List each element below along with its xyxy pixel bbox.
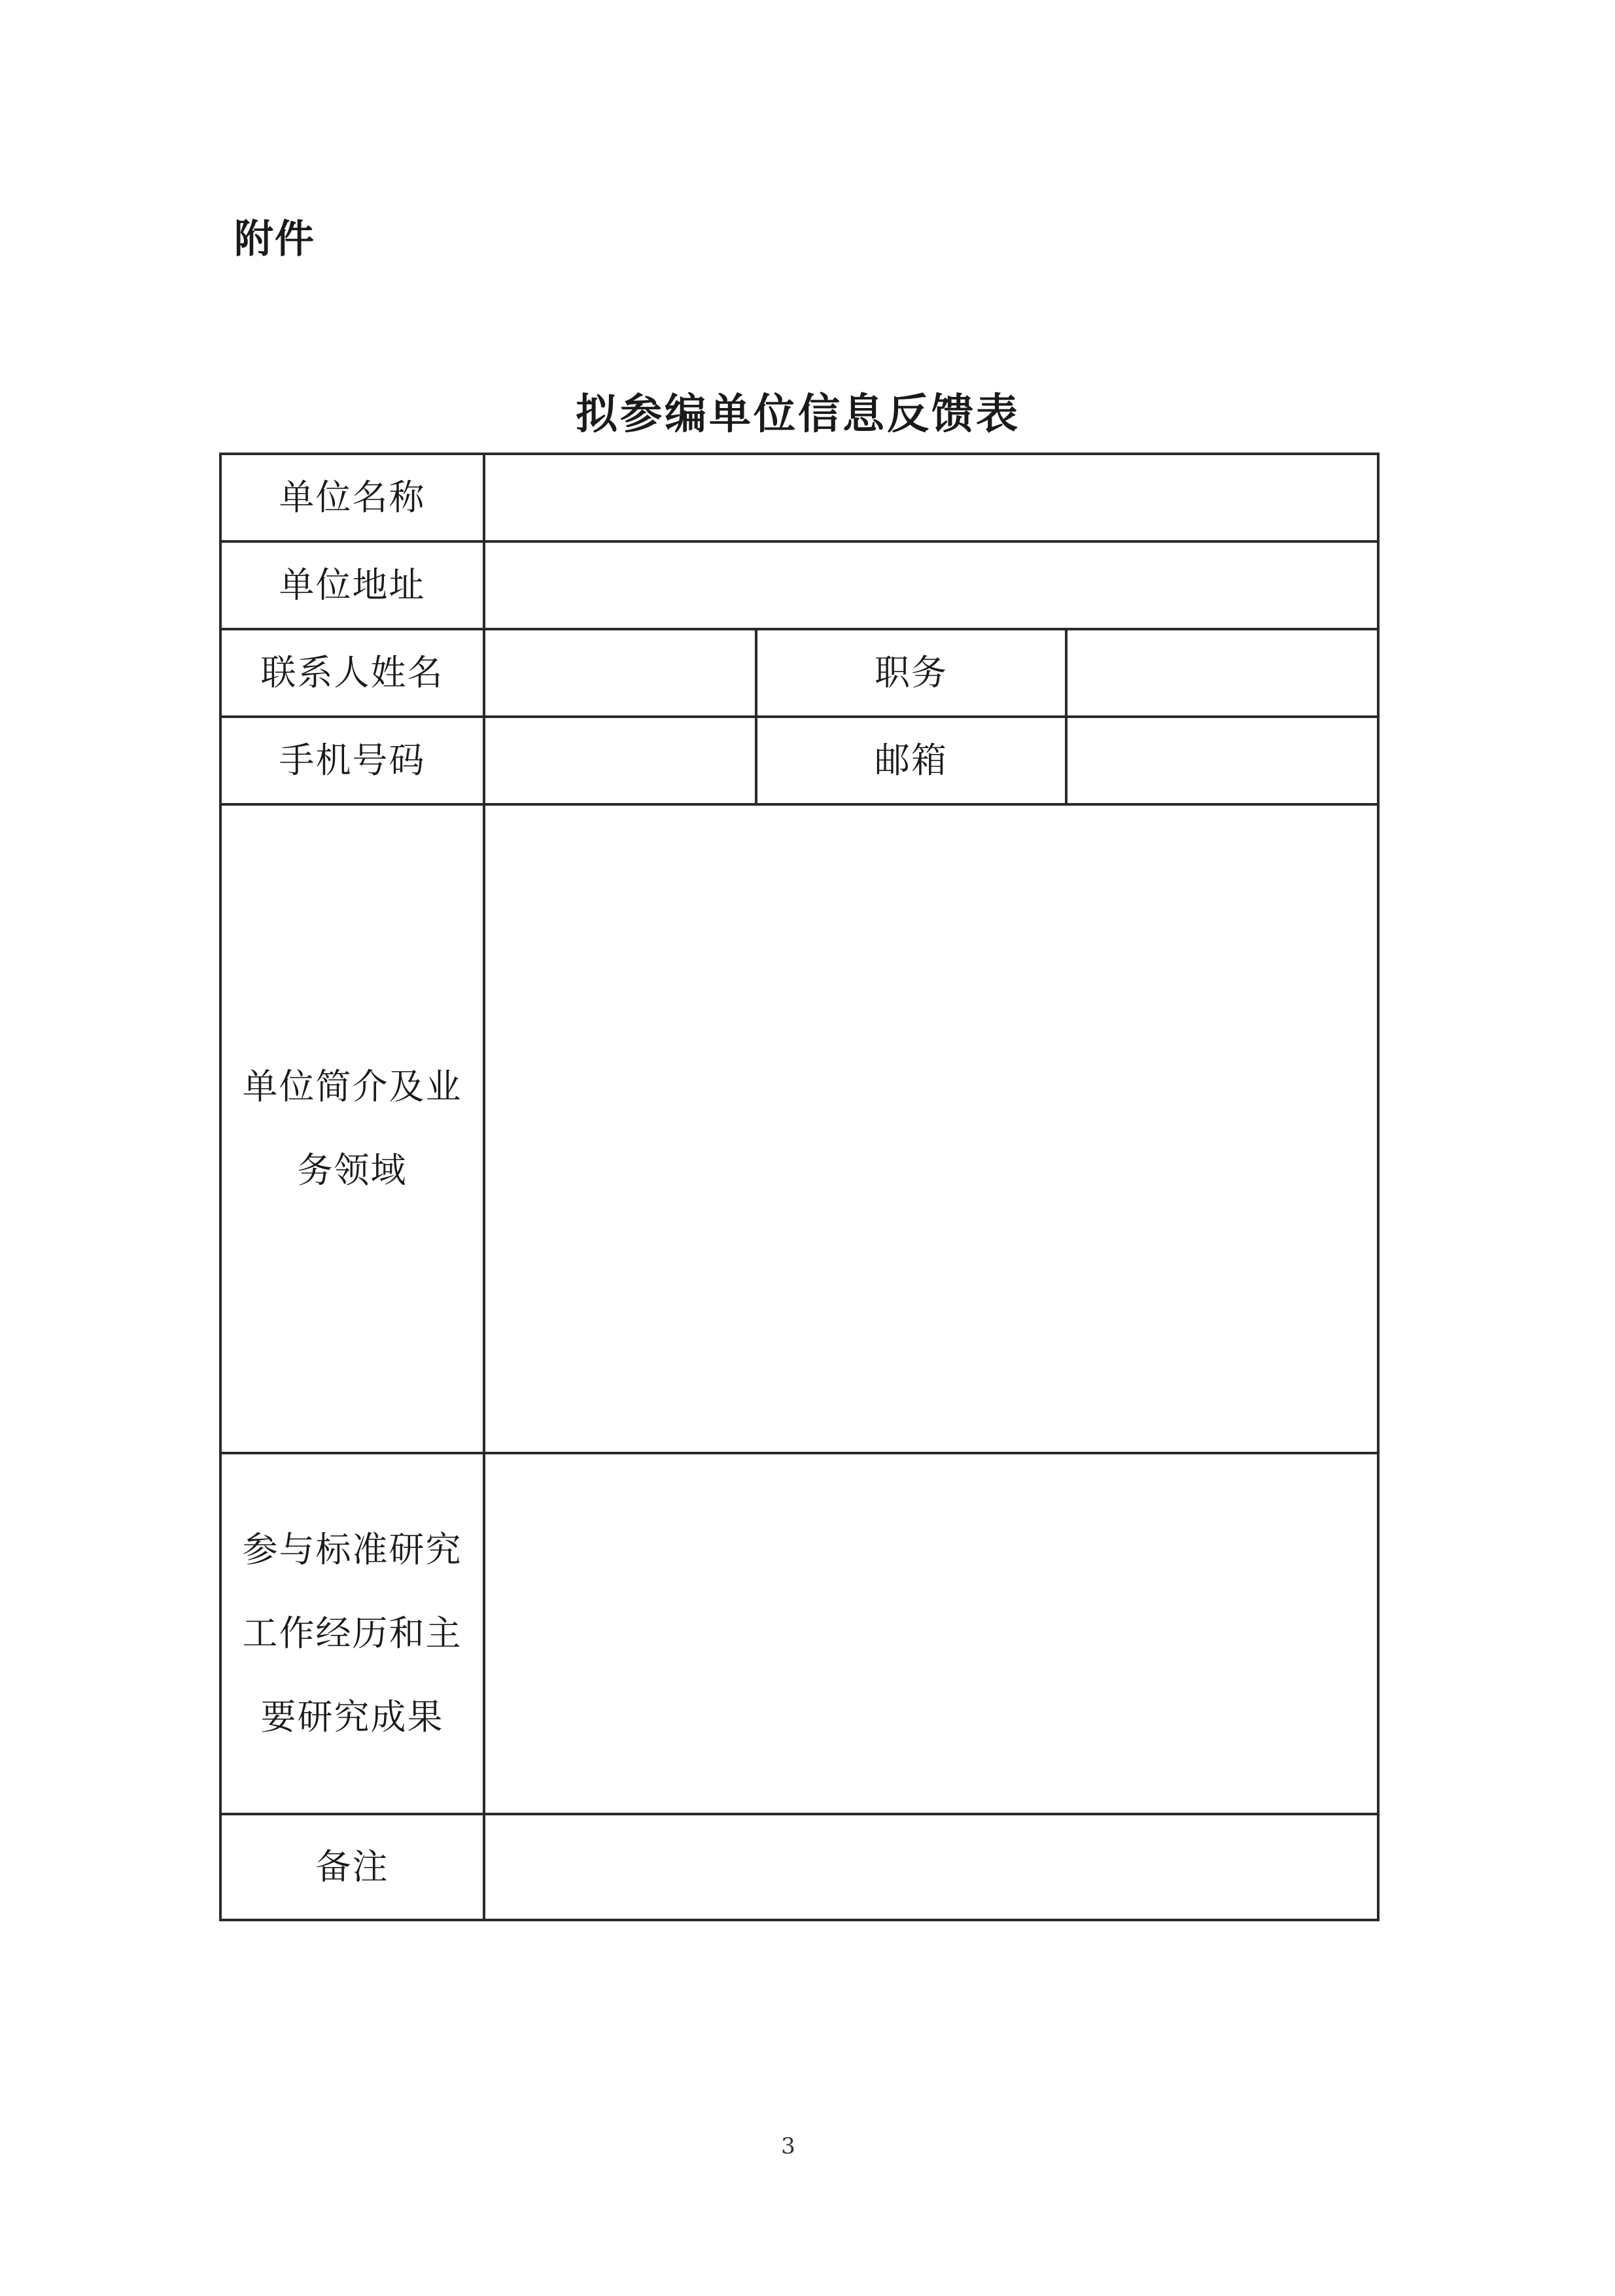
intro-label (220, 804, 484, 1453)
position-field[interactable] (1066, 629, 1378, 717)
unit-name-field[interactable] (484, 454, 1378, 541)
experience-label-line3: 要研究成果 (260, 1696, 444, 1738)
experience-field[interactable] (484, 1453, 1378, 1814)
mobile-field[interactable] (484, 717, 756, 804)
remarks-field[interactable] (484, 1814, 1378, 1920)
intro-label-line1: 单位简介及业 (242, 1066, 462, 1107)
contact-name-label: 联系人姓名 (220, 629, 484, 717)
position-label: 职务 (756, 629, 1066, 717)
row-contact (220, 629, 1378, 717)
row-unit-name (220, 454, 1378, 541)
unit-address-label: 单位地址 (220, 541, 484, 629)
mobile-label: 手机号码 (220, 717, 484, 804)
form-title: 拟参编单位信息反馈表 (576, 390, 1020, 439)
experience-label-line2: 工作经历和主 (242, 1613, 462, 1654)
experience-label-line1: 参与标准研究 (242, 1529, 462, 1570)
row-unit-address (220, 541, 1378, 629)
email-label: 邮箱 (756, 717, 1066, 804)
page-number: 3 (781, 2133, 795, 2159)
row-remarks (220, 1814, 1378, 1920)
email-field[interactable] (1066, 717, 1378, 804)
row-phone-email (220, 717, 1378, 804)
intro-label-line2: 务领域 (297, 1150, 408, 1191)
feedback-form-table (219, 453, 1380, 1921)
intro-field[interactable] (484, 804, 1378, 1453)
unit-address-field[interactable] (484, 541, 1378, 629)
row-intro (220, 804, 1378, 1453)
unit-name-label: 单位名称 (220, 454, 484, 541)
row-experience (220, 1453, 1378, 1814)
remarks-label: 备注 (220, 1814, 484, 1920)
attachment-label: 附件 (234, 216, 315, 262)
contact-name-field[interactable] (484, 629, 756, 717)
experience-label (220, 1453, 484, 1814)
